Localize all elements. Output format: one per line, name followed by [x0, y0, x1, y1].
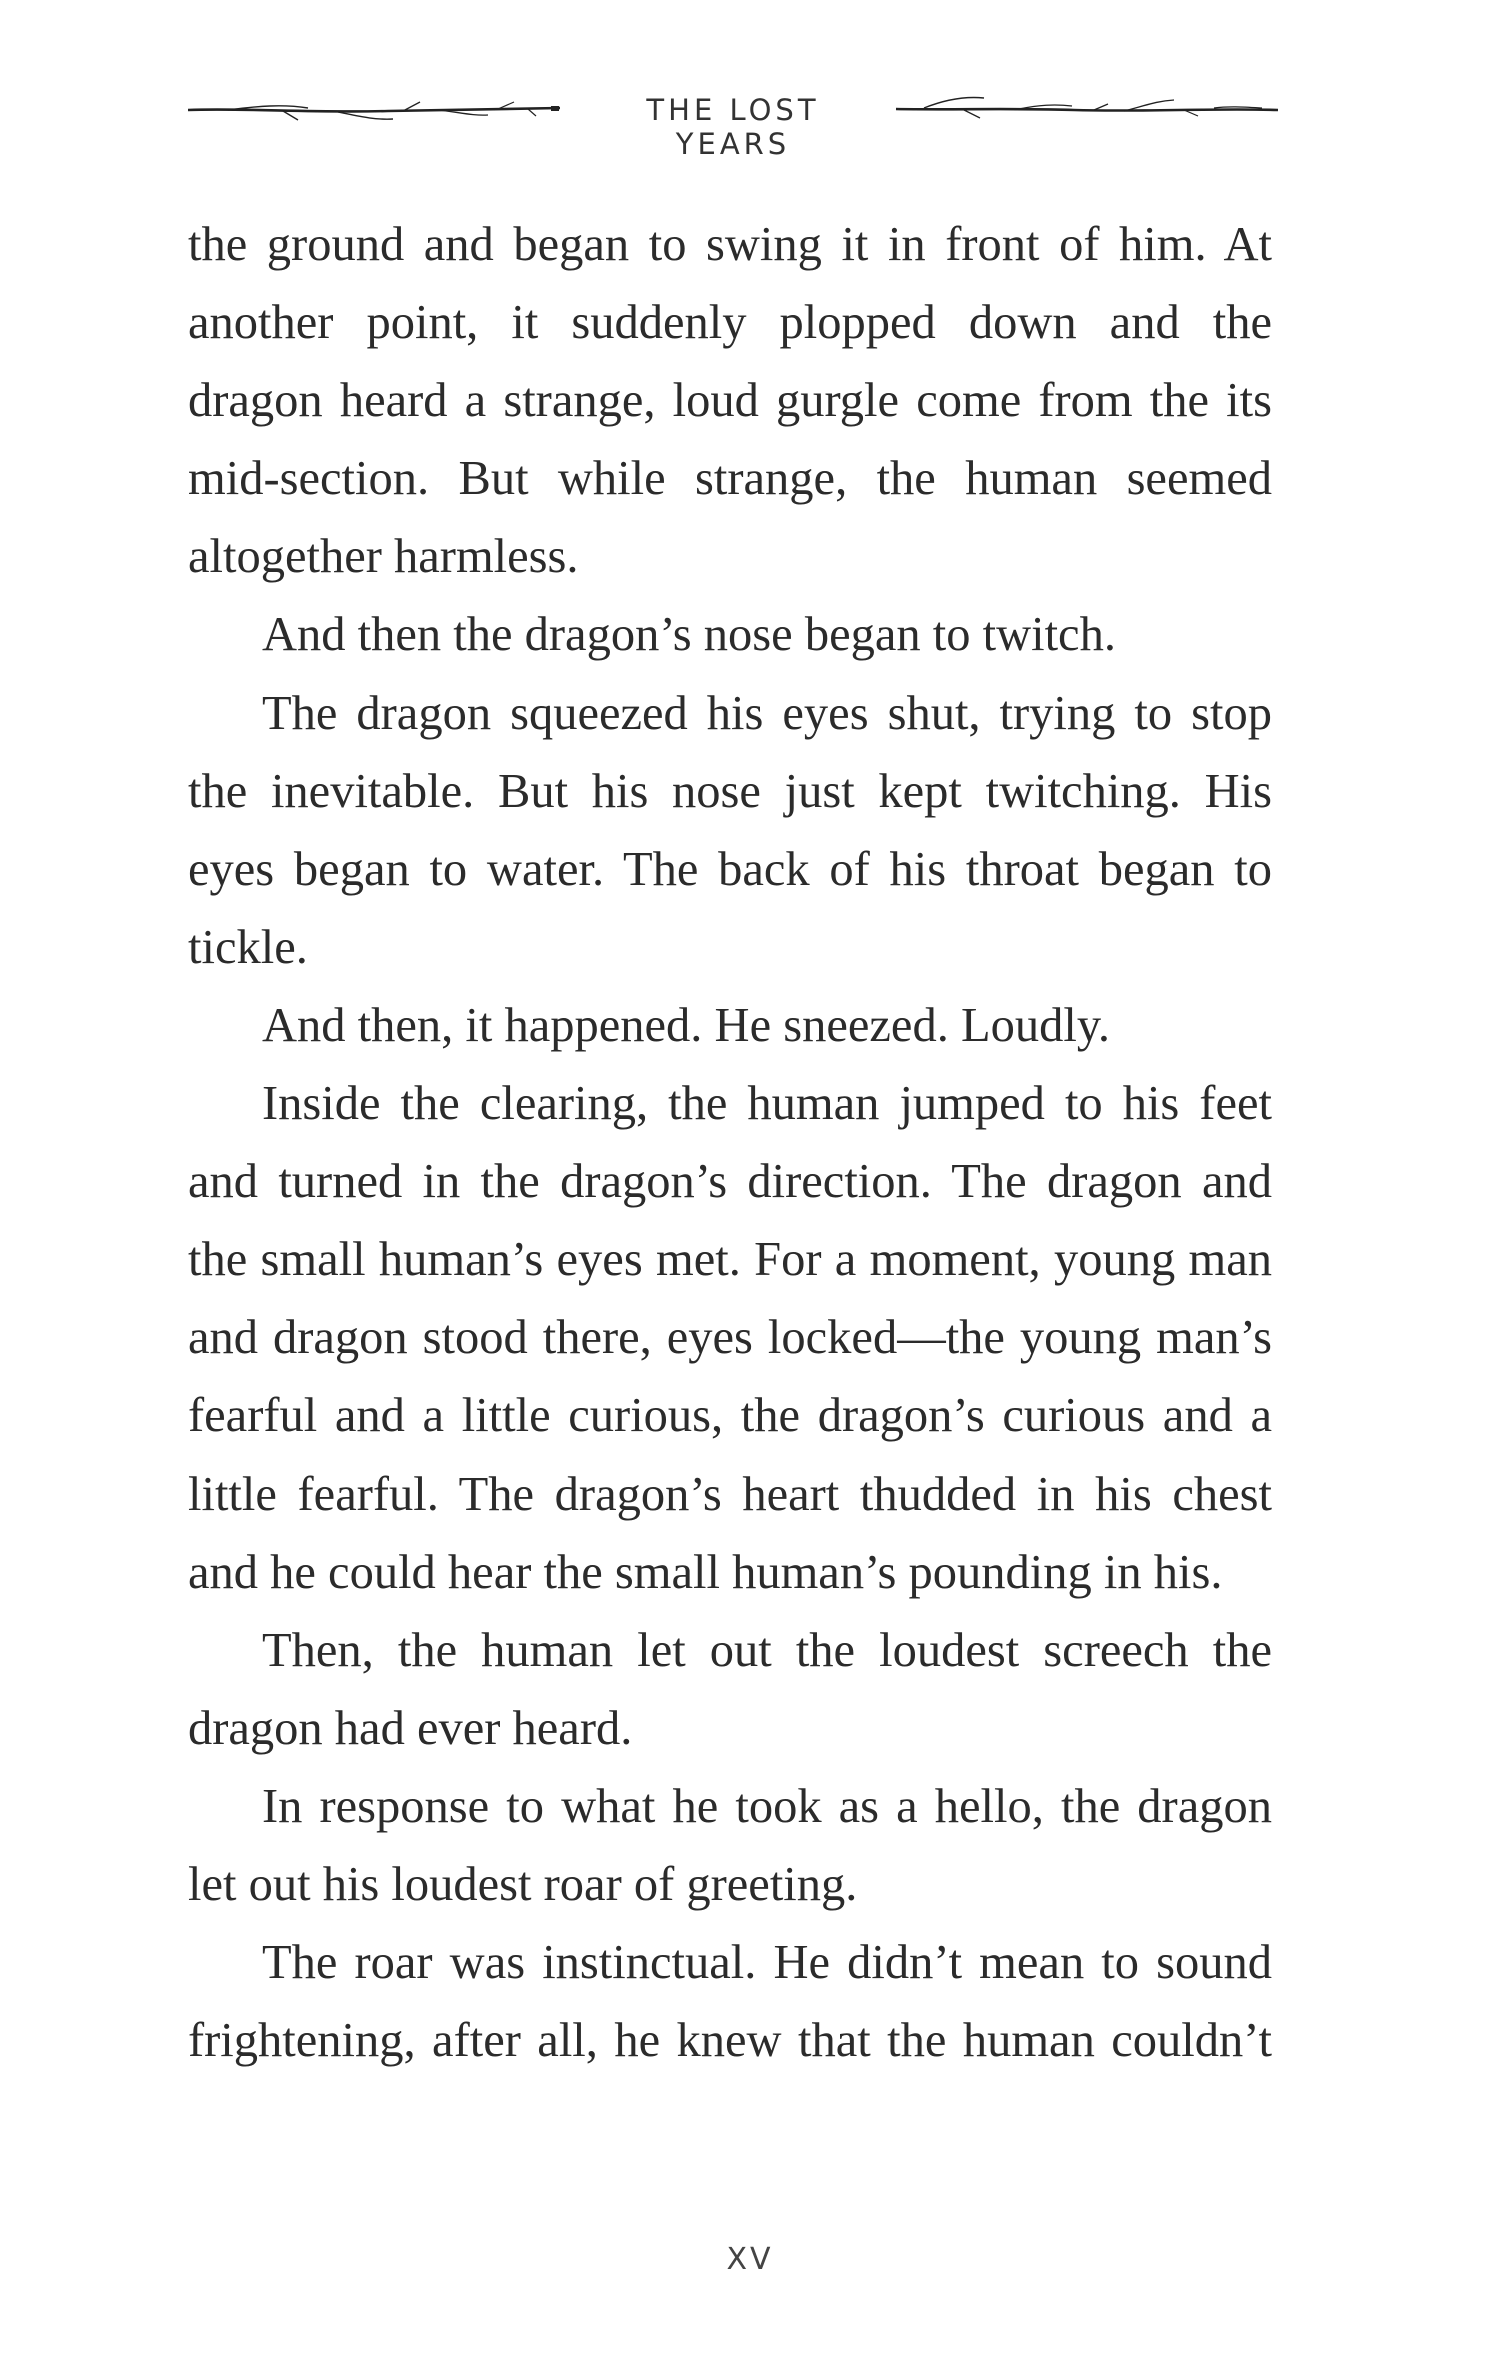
paragraph: In response to what he took as a hello, the dragon let out his loudest roar of greeting.	[188, 1779, 1272, 1911]
paragraph: Inside the clearing, the human jumped to his feet and turned in the dragon’s direction. The dragon and the small human’s eyes met. For a moment, young man and dragon stood there, eyes locked—the young man’s fearful and a little curious, the dragon’s curious and a little fearful. The dragon’s heart thudded in his chest and he could hear the small human’s pounding in his.	[188, 1077, 1272, 1599]
page-number: XV	[726, 2242, 774, 2277]
running-title: THE LOST YEARS	[646, 93, 820, 161]
paragraph: The roar was instinctual. He didn’t mean to sound frightening, after all, he knew that the human couldn’t	[188, 1936, 1272, 2068]
paragraph: And then the dragon’s nose began to twitch.	[262, 608, 1116, 662]
body-text	[188, 206, 1272, 2080]
running-header	[188, 86, 1278, 161]
paragraph: The dragon squeezed his eyes shut, trying to stop the inevitable. But his nose just kept twitching. His eyes began to water. The back of his throat began to tickle.	[188, 686, 1272, 974]
paragraph: the ground and began to swing it in front of him. At another point, it suddenly plopped down and the dragon heard a strange, loud gurgle come from the its mid-section. But while strange, the human seemed altogether harmless.	[188, 218, 1272, 584]
branch-ornament-left-icon	[188, 86, 568, 142]
paragraph: Then, the human let out the loudest screech the dragon had ever heard.	[188, 1623, 1272, 1755]
paragraph: And then, it happened. He sneezed. Loudly.	[262, 998, 1111, 1052]
branch-ornament-right-icon	[894, 86, 1278, 142]
